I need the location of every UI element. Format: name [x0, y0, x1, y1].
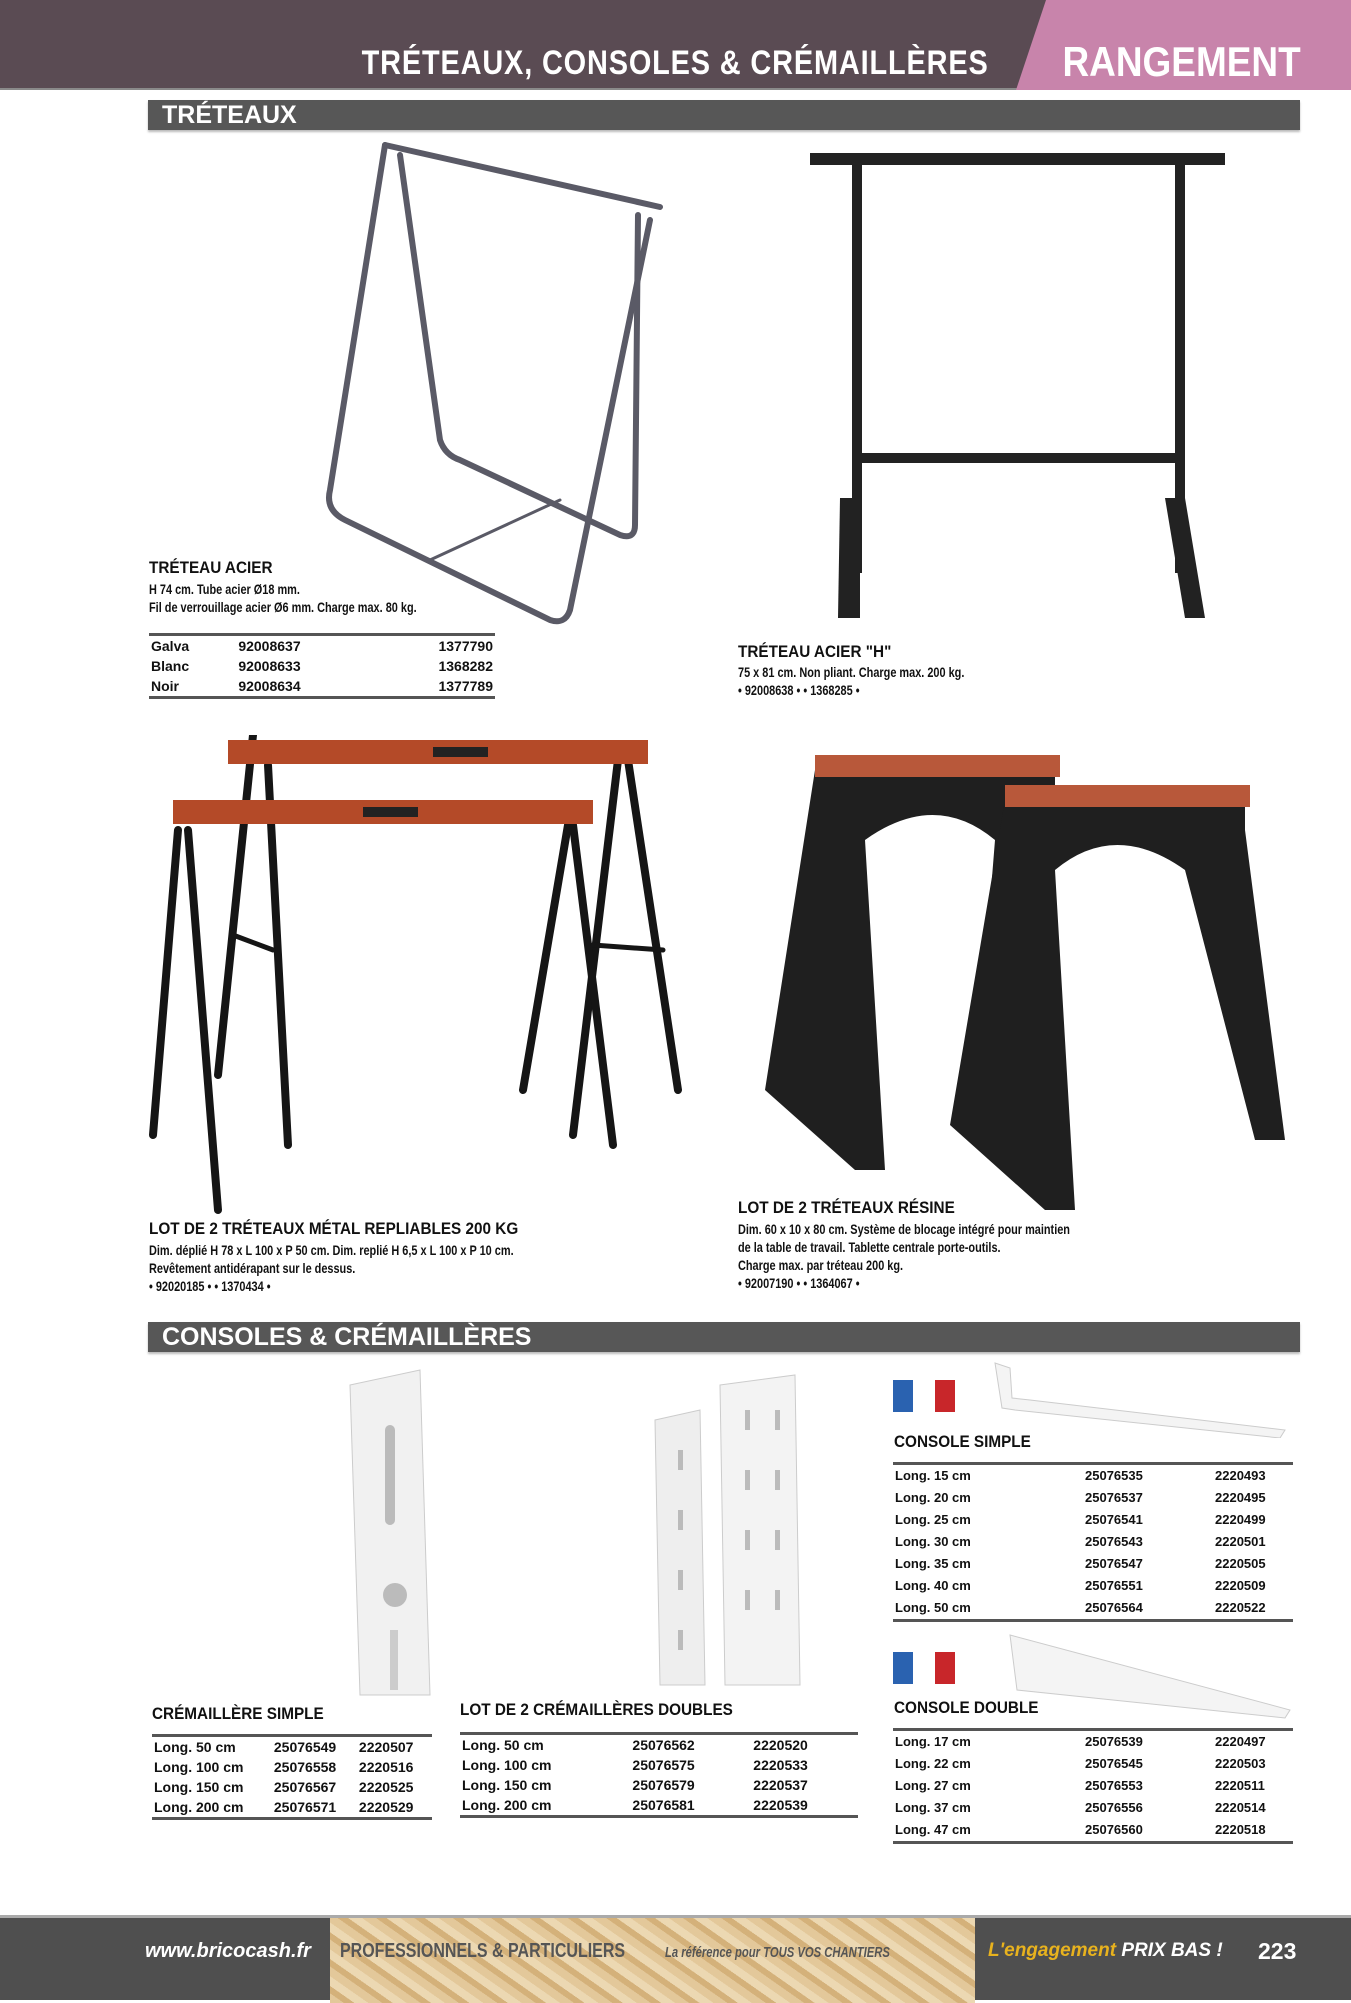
- table-cell: 2220503: [1215, 1756, 1266, 1771]
- category-label: RANGEMENT: [1062, 38, 1301, 85]
- table-row: [893, 1509, 1293, 1531]
- table-row: [893, 1553, 1293, 1575]
- table-cell: 2220514: [1215, 1800, 1266, 1815]
- table-row: [893, 1797, 1293, 1819]
- table-cell: Long. 20 cm: [895, 1490, 971, 1505]
- table-row: [893, 1775, 1293, 1797]
- table-row: Long. 200 cm 25076581 2220539: [462, 1797, 808, 1813]
- product-title: LOT DE 2 TRÉTEAUX RÉSINE: [738, 1198, 955, 1217]
- table-row: Long. 150 cm 25076567 2220525: [154, 1779, 414, 1795]
- product-title: LOT DE 2 TRÉTEAUX MÉTAL REPLIABLES 200 KG: [149, 1219, 519, 1238]
- table-cell: 2220497: [1215, 1734, 1266, 1749]
- treteau-h-image: [810, 148, 1230, 628]
- table-cell: 2220493: [1215, 1468, 1266, 1483]
- website-link[interactable]: www.bricocash.fr: [145, 1940, 311, 1962]
- table-row: Long. 150 cm 25076579 2220537: [462, 1777, 808, 1793]
- table-cell: 25076556: [1085, 1800, 1143, 1815]
- table-cell: 25076551: [1085, 1578, 1143, 1593]
- table-cell: Long. 50 cm: [895, 1600, 971, 1615]
- table-cell: Long. 35 cm: [895, 1556, 971, 1571]
- footer-tagline: La référence pour TOUS VOS CHANTIERS: [665, 1944, 890, 1961]
- table-cell: 25076543: [1085, 1534, 1143, 1549]
- table-cell: Long. 15 cm: [895, 1468, 971, 1483]
- table-row: Galva 92008637 1377790: [151, 638, 493, 654]
- table-cell: 25076547: [1085, 1556, 1143, 1571]
- lot-treteaux-resine-image: [765, 730, 1295, 1210]
- table-cell: 25076541: [1085, 1512, 1143, 1527]
- page-footer: [0, 1915, 1351, 2000]
- made-in-france-flag-icon: [893, 1646, 955, 1690]
- table-cell: 2220522: [1215, 1600, 1266, 1615]
- table-cell: Long. 30 cm: [895, 1534, 971, 1549]
- cremaillere-double-image: [650, 1370, 810, 1690]
- product-title: CRÉMAILLÈRE SIMPLE: [152, 1704, 324, 1723]
- footer-engagement: L'engagement PRIX BAS !: [988, 1940, 1223, 1961]
- table-cell: 25076553: [1085, 1778, 1143, 1793]
- table-cell: 25076537: [1085, 1490, 1143, 1505]
- console-simple-image: [990, 1358, 1290, 1438]
- table-cell: Long. 37 cm: [895, 1800, 971, 1815]
- table-row: Blanc 92008633 1368282: [151, 658, 493, 674]
- console-double-table: [893, 1728, 1293, 1844]
- section-bar-consoles: CONSOLES & CRÉMAILLÈRES: [148, 1322, 1300, 1352]
- console-double-image: [1005, 1630, 1295, 1720]
- table-row: [893, 1464, 1293, 1488]
- table-row: [893, 1575, 1293, 1597]
- page-number: 223: [1258, 1938, 1297, 1964]
- product-desc: Dim. 60 x 10 x 80 cm. Système de blocage intégré pour maintien de la table de travail. Tablette centrale porte-outils. Charge max. par tréteau 200 kg. • 92007190 • • 1364067 •: [738, 1221, 1070, 1291]
- table-row: [893, 1819, 1293, 1843]
- table-cell: Long. 27 cm: [895, 1778, 971, 1793]
- cremaillere-simple-table: [152, 1734, 432, 1820]
- table-cell: 2220518: [1215, 1822, 1266, 1837]
- table-cell: Long. 40 cm: [895, 1578, 971, 1593]
- table-row: [893, 1531, 1293, 1553]
- table-cell: 2220509: [1215, 1578, 1266, 1593]
- table-cell: 25076560: [1085, 1822, 1143, 1837]
- treteau-acier-table: [149, 633, 495, 699]
- table-row: [893, 1730, 1293, 1754]
- table-cell: 2220505: [1215, 1556, 1266, 1571]
- table-cell: 25076545: [1085, 1756, 1143, 1771]
- product-title: TRÉTEAU ACIER "H": [738, 642, 892, 661]
- table-cell: Long. 22 cm: [895, 1756, 971, 1771]
- table-row: Long. 100 cm 25076575 2220533: [462, 1757, 808, 1773]
- table-cell: 2220499: [1215, 1512, 1266, 1527]
- table-cell: 25076539: [1085, 1734, 1143, 1749]
- product-title: CONSOLE SIMPLE: [894, 1432, 1031, 1451]
- product-title: CONSOLE DOUBLE: [894, 1698, 1039, 1717]
- product-desc: 75 x 81 cm. Non pliant. Charge max. 200 kg. • 92008638 • • 1368285 •: [738, 664, 965, 698]
- table-cell: Long. 47 cm: [895, 1822, 971, 1837]
- table-cell: Long. 17 cm: [895, 1734, 971, 1749]
- table-cell: 25076564: [1085, 1600, 1143, 1615]
- cremaillere-double-table: [460, 1732, 858, 1818]
- table-row: Long. 50 cm 25076549 2220507: [154, 1739, 414, 1755]
- table-row: Long. 200 cm 25076571 2220529: [154, 1799, 414, 1815]
- table-row: Long. 50 cm 25076562 2220520: [462, 1737, 808, 1753]
- page-header: [0, 0, 1351, 90]
- table-cell: 25076535: [1085, 1468, 1143, 1483]
- treteau-acier-image: [320, 135, 670, 625]
- product-title: TRÉTEAU ACIER: [149, 558, 273, 577]
- table-cell: 2220495: [1215, 1490, 1266, 1505]
- product-desc: H 74 cm. Tube acier Ø18 mm. Fil de verrouillage acier Ø6 mm. Charge max. 80 kg.: [149, 581, 417, 615]
- lot-treteaux-metal-image: [148, 735, 693, 1215]
- table-row: Noir 92008634 1377789: [151, 678, 493, 694]
- cremaillere-simple-image: [340, 1365, 440, 1705]
- page-title: TRÉTEAUX, CONSOLES & CRÉMAILLÈRES: [362, 44, 989, 82]
- table-row: Long. 100 cm 25076558 2220516: [154, 1759, 414, 1775]
- table-cell: 2220511: [1215, 1778, 1265, 1793]
- section-bar-treteaux: TRÉTEAUX: [148, 100, 1300, 130]
- footer-slogan: PROFESSIONNELS & PARTICULIERS: [340, 1940, 626, 1962]
- table-row: [893, 1487, 1293, 1509]
- product-desc: Dim. déplié H 78 x L 100 x P 50 cm. Dim. replié H 6,5 x L 100 x P 10 cm. Revêtement antidérapant sur le dessus. • 92020185 • • 1370434 •: [149, 1242, 514, 1294]
- table-row: [893, 1753, 1293, 1775]
- table-cell: Long. 25 cm: [895, 1512, 971, 1527]
- table-row: [893, 1597, 1293, 1621]
- product-title: LOT DE 2 CRÉMAILLÈRES DOUBLES: [460, 1700, 733, 1719]
- console-simple-table: [893, 1462, 1293, 1622]
- table-cell: 2220501: [1215, 1534, 1266, 1549]
- made-in-france-flag-icon: [893, 1374, 955, 1418]
